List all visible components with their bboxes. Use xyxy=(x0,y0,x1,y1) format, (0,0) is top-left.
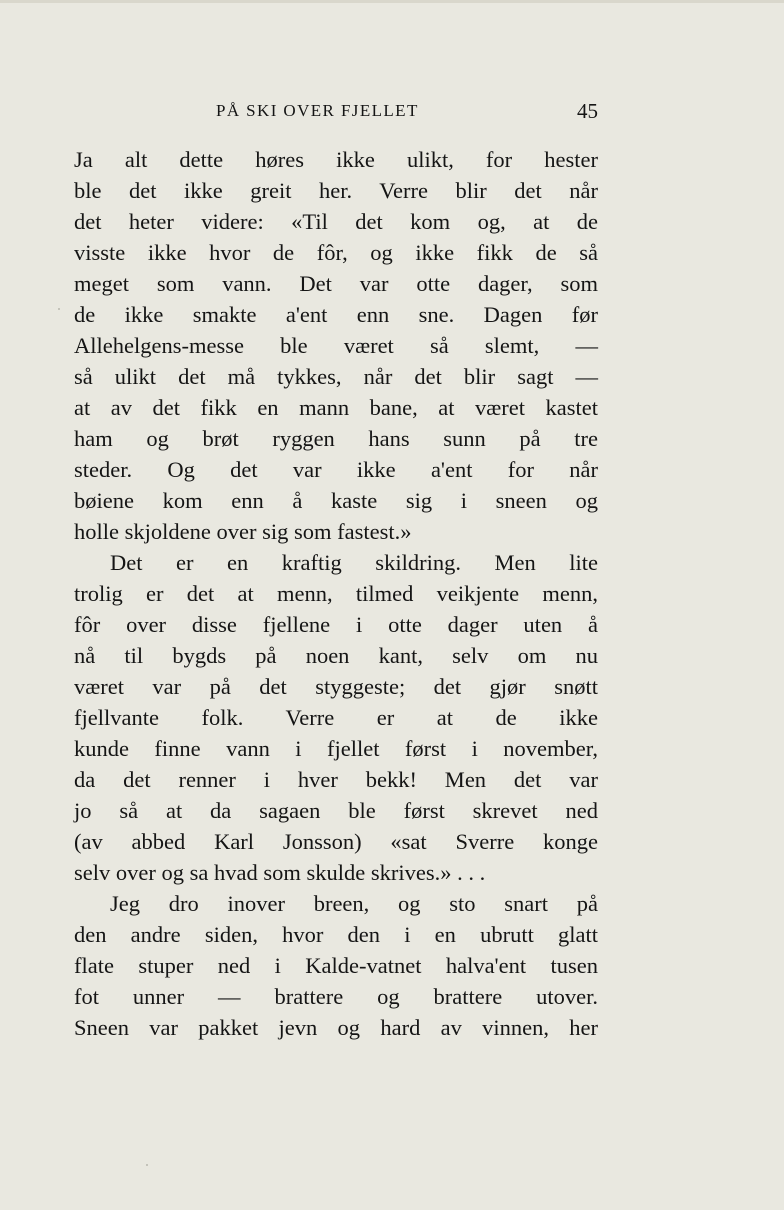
text-line: (av abbed Karl Jonsson) «sat Sverre konge xyxy=(74,829,598,854)
text-line: kunde finne vann i fjellet først i november, xyxy=(74,736,598,761)
text-line: Sneen var pakket jevn og hard av vinnen, her xyxy=(74,1015,598,1040)
text-line: ham og brøt ryggen hans sunn på tre xyxy=(74,426,598,451)
text-line: fjellvante folk. Verre er at de ikke xyxy=(74,705,598,730)
text-line: Ja alt dette høres ikke ulikt, for hester xyxy=(74,147,598,172)
paragraph-start-line: Jeg dro inover breen, og sto snart på xyxy=(110,891,598,916)
text-line: flate stuper ned i Kalde-vatnet halva'ent tusen xyxy=(74,953,598,978)
text-line: bøiene kom enn å kaste sig i sneen og xyxy=(74,488,598,513)
text-line: jo så at da sagaen ble først skrevet ned xyxy=(74,798,598,823)
text-line: været var på det styggeste; det gjør snøtt xyxy=(74,674,598,699)
text-line: så ulikt det må tykkes, når det blir sagt — xyxy=(74,364,598,389)
paragraph-start-line: Det er en kraftig skildring. Men lite xyxy=(110,550,598,575)
text-line: fot unner — brattere og brattere utover. xyxy=(74,984,598,1009)
text-line: de ikke smakte a'ent enn sne. Dagen før xyxy=(74,302,598,327)
text-line: fôr over disse fjellene i otte dager uten å xyxy=(74,612,598,637)
text-line: holle skjoldene over sig som fastest.» xyxy=(74,519,412,544)
text-line: ble det ikke greit her. Verre blir det når xyxy=(74,178,598,203)
text-line: trolig er det at menn, tilmed veikjente menn, xyxy=(74,581,598,606)
text-line: visste ikke hvor de fôr, og ikke fikk de så xyxy=(74,240,598,265)
paper-speck xyxy=(58,308,60,310)
text-line: Allehelgens-messe ble været så slemt, — xyxy=(74,333,598,358)
text-line: meget som vann. Det var otte dager, som xyxy=(74,271,598,296)
text-line: steder. Og det var ikke a'ent for når xyxy=(74,457,598,482)
text-line: nå til bygds på noen kant, selv om nu xyxy=(74,643,598,668)
running-title: PÅ SKI OVER FJELLET xyxy=(216,101,419,120)
page-number: 45 xyxy=(577,99,598,123)
text-line: den andre siden, hvor den i en ubrutt glatt xyxy=(74,922,598,947)
page-header xyxy=(74,101,598,127)
paper-speck xyxy=(146,1164,148,1166)
text-line: at av det fikk en mann bane, at været kastet xyxy=(74,395,598,420)
page-top-edge xyxy=(0,0,784,3)
text-line: det heter videre: «Til det kom og, at de xyxy=(74,209,598,234)
text-line: da det renner i hver bekk! Men det var xyxy=(74,767,598,792)
text-line: selv over og sa hvad som skulde skrives.» . . . xyxy=(74,860,486,885)
body-text xyxy=(74,144,598,1044)
